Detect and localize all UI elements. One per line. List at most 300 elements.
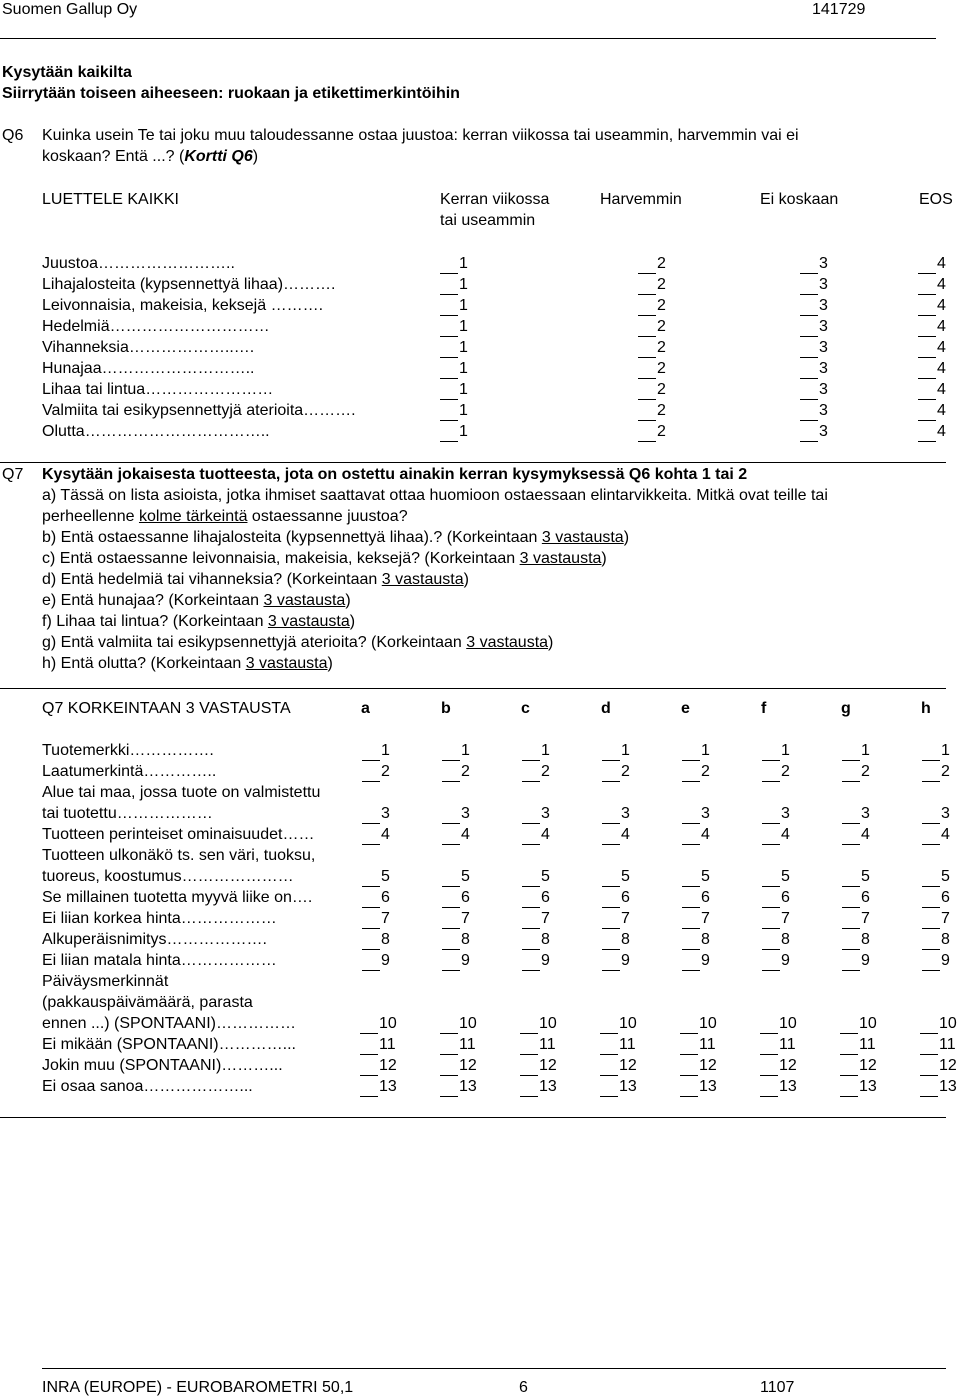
q7-column-header: h <box>921 700 931 717</box>
answer-blank <box>442 935 460 950</box>
q7-code-value: 10 <box>619 1015 637 1032</box>
q7-code-option[interactable] <box>682 825 710 845</box>
q7-code-value: 8 <box>941 931 950 948</box>
q7-code-option[interactable] <box>440 1077 477 1097</box>
q7-code-option[interactable] <box>362 867 390 887</box>
q7-code-value: 7 <box>541 910 550 927</box>
answer-blank <box>360 1040 378 1055</box>
q7-code-value: 4 <box>941 826 950 843</box>
q7-code-option[interactable] <box>682 888 710 908</box>
q6-code-option[interactable] <box>638 254 666 274</box>
q7-code-value: 4 <box>861 826 870 843</box>
q7-code-option[interactable] <box>680 1035 716 1055</box>
answer-blank <box>520 1040 538 1055</box>
q7-code-option[interactable] <box>602 804 630 824</box>
q7-code-option[interactable] <box>682 804 710 824</box>
q7-code-option[interactable] <box>920 1077 957 1097</box>
q7-code-option[interactable] <box>760 1014 797 1034</box>
q6-code-option[interactable] <box>638 422 666 442</box>
q7-code-option[interactable] <box>682 867 710 887</box>
q6-code-option[interactable] <box>918 422 946 442</box>
q6-code-value: 4 <box>937 255 946 272</box>
answer-blank <box>522 872 540 887</box>
q7-code-option[interactable] <box>682 930 710 950</box>
q6-question-line-2: koskaan? Entä ...? (Kortti Q6) <box>42 148 259 165</box>
answer-blank <box>918 364 936 379</box>
q6-code-option[interactable] <box>440 254 468 274</box>
q7-code-option[interactable] <box>442 867 470 887</box>
q7-code-option[interactable] <box>762 930 790 950</box>
q7-code-option[interactable] <box>762 741 790 761</box>
q7-code-value: 13 <box>859 1078 877 1095</box>
answer-blank <box>520 1019 538 1034</box>
q7-code-value: 6 <box>461 889 470 906</box>
q7-row-label: tuoreus, koostumus………………… <box>42 868 294 885</box>
q7-code-option[interactable] <box>362 909 390 929</box>
q6-code-option[interactable] <box>918 275 946 295</box>
answer-blank <box>600 1040 618 1055</box>
answer-blank <box>600 1082 618 1097</box>
q7-code-option[interactable] <box>842 867 870 887</box>
q7-code-option[interactable] <box>602 930 630 950</box>
q7-code-option[interactable] <box>680 1014 717 1034</box>
q7-code-option[interactable] <box>362 804 390 824</box>
q7-column-header: d <box>601 700 611 717</box>
q6-code-option[interactable] <box>918 254 946 274</box>
q7-code-option[interactable] <box>842 909 870 929</box>
q7-code-option[interactable] <box>920 1014 957 1034</box>
q6-code-option[interactable] <box>800 317 828 337</box>
q7-code-option[interactable] <box>362 825 390 845</box>
answer-blank <box>762 830 780 845</box>
q7-code-option[interactable] <box>920 1056 957 1076</box>
q7-code-option[interactable] <box>442 762 470 782</box>
q7-code-option[interactable] <box>762 804 790 824</box>
q7-code-option[interactable] <box>842 741 870 761</box>
q7-code-option[interactable] <box>600 1035 636 1055</box>
q7-code-option[interactable] <box>522 867 550 887</box>
q7-code-value: 4 <box>701 826 710 843</box>
q7-column-header: a <box>361 700 370 717</box>
q7-code-option[interactable] <box>682 762 710 782</box>
q7-code-value: 6 <box>941 889 950 906</box>
q7-code-option[interactable] <box>522 741 550 761</box>
q7-code-option[interactable] <box>762 867 790 887</box>
q6-code-option[interactable] <box>440 359 468 379</box>
answer-blank <box>922 914 940 929</box>
q6-code-option[interactable] <box>918 317 946 337</box>
answer-blank <box>760 1082 778 1097</box>
q7-row-label-prefix: Päiväysmerkinnät <box>42 973 169 990</box>
answer-blank <box>442 914 460 929</box>
q7-row-label: Alkuperäisnimitys………………. <box>42 931 267 948</box>
q6-code-option[interactable] <box>440 401 468 421</box>
q7-code-value: 9 <box>781 952 790 969</box>
q7-code-value: 3 <box>381 805 390 822</box>
q7-code-option[interactable] <box>440 1056 477 1076</box>
q7-code-value: 1 <box>461 742 470 759</box>
answer-blank <box>522 935 540 950</box>
q7-code-option[interactable] <box>922 741 950 761</box>
answer-blank <box>918 385 936 400</box>
answer-blank <box>638 280 656 295</box>
q7-code-option[interactable] <box>362 888 390 908</box>
q7-code-value: 11 <box>939 1036 956 1053</box>
q7-code-option[interactable] <box>442 951 470 971</box>
q7-code-option[interactable] <box>442 741 470 761</box>
q7-row-label: Tuotemerkki……………. <box>42 742 214 759</box>
q6-code-value: 2 <box>657 276 666 293</box>
answer-blank <box>762 767 780 782</box>
q7-code-option[interactable] <box>680 1077 717 1097</box>
q7-column-header: f <box>761 700 767 717</box>
q7-code-option[interactable] <box>762 951 790 971</box>
answer-blank <box>602 935 620 950</box>
answer-blank <box>918 406 936 421</box>
q7-code-value: 9 <box>541 952 550 969</box>
q6-code-value: 3 <box>819 255 828 272</box>
q7-code-value: 5 <box>461 868 470 885</box>
q7-code-option[interactable] <box>762 888 790 908</box>
q7-code-value: 3 <box>541 805 550 822</box>
q7-code-value: 2 <box>461 763 470 780</box>
answer-blank <box>440 385 458 400</box>
q6-code-value: 3 <box>819 360 828 377</box>
q6-code-option[interactable] <box>918 359 946 379</box>
footer-code: 1107 <box>760 1379 795 1396</box>
q7-code-option[interactable] <box>522 825 550 845</box>
q7-row-label: Ei liian matala hinta……………… <box>42 952 277 969</box>
answer-blank <box>682 746 700 761</box>
answer-blank <box>602 767 620 782</box>
q7-code-value: 2 <box>541 763 550 780</box>
q7-code-option[interactable] <box>600 1014 637 1034</box>
q7-code-option[interactable] <box>842 804 870 824</box>
q7-code-option[interactable] <box>602 825 630 845</box>
q7-row-label: Ei liian korkea hinta……………… <box>42 910 277 927</box>
answer-blank <box>842 956 860 971</box>
q7-code-option[interactable] <box>682 741 710 761</box>
q7-code-option[interactable] <box>442 930 470 950</box>
q7-code-option[interactable] <box>842 825 870 845</box>
q7-code-value: 10 <box>939 1015 957 1032</box>
q6-code-option[interactable] <box>638 401 666 421</box>
q7-code-option[interactable] <box>360 1056 397 1076</box>
q7-code-option[interactable] <box>520 1035 556 1055</box>
answer-blank <box>922 767 940 782</box>
q7-code-option[interactable] <box>840 1035 876 1055</box>
q7-code-option[interactable] <box>922 951 950 971</box>
answer-blank <box>800 364 818 379</box>
q7-code-option[interactable] <box>600 1056 637 1076</box>
q6-row-label: Vihanneksia………………..…. <box>42 339 255 356</box>
q6-row-label: Hedelmiä………………………… <box>42 318 270 335</box>
q7-code-option[interactable] <box>762 825 790 845</box>
answer-blank <box>602 893 620 908</box>
q7-code-value: 8 <box>861 931 870 948</box>
answer-blank <box>682 914 700 929</box>
q6-code-value: 1 <box>459 297 468 314</box>
answer-blank <box>440 1040 458 1055</box>
q7-code-option[interactable] <box>840 1014 877 1034</box>
q6-code-value: 3 <box>819 381 828 398</box>
answer-blank <box>602 872 620 887</box>
q7-code-option[interactable] <box>762 909 790 929</box>
q6-code-value: 2 <box>657 381 666 398</box>
q7-row-label: Laatumerkintä………….. <box>42 763 217 780</box>
q7-code-value: 5 <box>781 868 790 885</box>
q7-code-option[interactable] <box>602 741 630 761</box>
answer-blank <box>922 935 940 950</box>
answer-blank <box>362 935 380 950</box>
q7-code-option[interactable] <box>520 1056 557 1076</box>
q7-code-value: 12 <box>459 1057 477 1074</box>
q6-number: Q6 <box>2 127 24 144</box>
q7-code-value: 3 <box>701 805 710 822</box>
q6-code-option[interactable] <box>440 380 468 400</box>
intro-line-1: Kysytään kaikilta <box>2 64 132 81</box>
q6-code-option[interactable] <box>800 422 828 442</box>
q7-code-option[interactable] <box>922 930 950 950</box>
answer-blank <box>842 935 860 950</box>
q7-code-option[interactable] <box>602 951 630 971</box>
answer-blank <box>682 830 700 845</box>
q7-code-option[interactable] <box>442 909 470 929</box>
q7-code-option[interactable] <box>842 888 870 908</box>
answer-blank <box>800 259 818 274</box>
q6-code-option[interactable] <box>918 401 946 421</box>
q6-row-label: Leivonnaisia, makeisia, keksejä ………. <box>42 297 324 314</box>
q7-code-option[interactable] <box>842 930 870 950</box>
answer-blank <box>840 1040 858 1055</box>
answer-blank <box>800 301 818 316</box>
answer-blank <box>762 914 780 929</box>
answer-blank <box>362 809 380 824</box>
q7-code-value: 10 <box>859 1015 877 1032</box>
answer-blank <box>522 809 540 824</box>
answer-blank <box>442 809 460 824</box>
q7-code-option[interactable] <box>602 762 630 782</box>
q7-code-option[interactable] <box>760 1035 796 1055</box>
q7-code-value: 7 <box>701 910 710 927</box>
q7-code-value: 2 <box>381 763 390 780</box>
q7-code-option[interactable] <box>360 1035 396 1055</box>
answer-blank <box>762 809 780 824</box>
q7-code-value: 2 <box>781 763 790 780</box>
q7-code-value: 8 <box>701 931 710 948</box>
answer-blank <box>762 935 780 950</box>
q7-code-value: 13 <box>939 1078 957 1095</box>
q6-col-dont-know: EOS <box>919 191 953 208</box>
answer-blank <box>638 385 656 400</box>
q7-code-option[interactable] <box>442 804 470 824</box>
answer-blank <box>922 872 940 887</box>
q7-code-value: 1 <box>541 742 550 759</box>
q6-code-value: 4 <box>937 402 946 419</box>
q6-code-value: 1 <box>459 360 468 377</box>
q6-code-option[interactable] <box>638 317 666 337</box>
q6-code-option[interactable] <box>800 359 828 379</box>
q7-code-value: 10 <box>779 1015 797 1032</box>
q7-code-option[interactable] <box>442 888 470 908</box>
footer-page-number: 6 <box>519 1379 528 1396</box>
q7-code-value: 8 <box>621 931 630 948</box>
answer-blank <box>918 301 936 316</box>
q6-code-option[interactable] <box>800 296 828 316</box>
q6-code-option[interactable] <box>800 275 828 295</box>
q7-code-option[interactable] <box>920 1035 956 1055</box>
q6-code-option[interactable] <box>800 401 828 421</box>
q6-code-value: 2 <box>657 423 666 440</box>
q7-code-option[interactable] <box>840 1077 877 1097</box>
q6-code-value: 4 <box>937 276 946 293</box>
q6-code-value: 2 <box>657 255 666 272</box>
q7-code-option[interactable] <box>520 1014 557 1034</box>
q7-code-value: 3 <box>621 805 630 822</box>
q7-code-option[interactable] <box>522 951 550 971</box>
answer-blank <box>842 809 860 824</box>
q6-code-value: 1 <box>459 423 468 440</box>
q6-code-option[interactable] <box>440 296 468 316</box>
q7-code-option[interactable] <box>440 1014 477 1034</box>
q7-subquestion: h) Entä olutta? (Korkeintaan 3 vastausta) <box>42 655 333 672</box>
q6-code-value: 4 <box>937 318 946 335</box>
q7-code-option[interactable] <box>602 867 630 887</box>
q6-code-option[interactable] <box>918 296 946 316</box>
q6-code-option[interactable] <box>800 254 828 274</box>
q7-code-option[interactable] <box>922 888 950 908</box>
answer-blank <box>638 301 656 316</box>
q7-code-option[interactable] <box>842 951 870 971</box>
q7-code-option[interactable] <box>522 804 550 824</box>
q6-code-option[interactable] <box>918 338 946 358</box>
answer-blank <box>602 809 620 824</box>
q7-code-option[interactable] <box>522 930 550 950</box>
q7-code-value: 5 <box>381 868 390 885</box>
q7-code-option[interactable] <box>922 825 950 845</box>
q7-code-option[interactable] <box>600 1077 637 1097</box>
q7-code-option[interactable] <box>362 951 390 971</box>
answer-blank <box>922 809 940 824</box>
q6-code-option[interactable] <box>638 338 666 358</box>
q6-code-option[interactable] <box>638 275 666 295</box>
q7-row-label: ennen ...) (SPONTAANI)…………… <box>42 1015 296 1032</box>
answer-blank <box>682 893 700 908</box>
footer-rule <box>42 1368 946 1369</box>
q6-col-less-often: Harvemmin <box>600 191 682 208</box>
q7-code-option[interactable] <box>360 1014 397 1034</box>
q7-code-option[interactable] <box>922 804 950 824</box>
q7-row-label-prefix: (pakkauspäivämäärä, parasta <box>42 994 253 1011</box>
q7-code-value: 1 <box>781 742 790 759</box>
q7-code-option[interactable] <box>922 909 950 929</box>
answer-blank <box>520 1061 538 1076</box>
q7-code-value: 11 <box>539 1036 556 1053</box>
answer-blank <box>918 259 936 274</box>
q7-code-option[interactable] <box>602 888 630 908</box>
q6-code-option[interactable] <box>800 380 828 400</box>
q6-code-option[interactable] <box>638 380 666 400</box>
q7-code-option[interactable] <box>762 762 790 782</box>
answer-blank <box>840 1061 858 1076</box>
q6-code-value: 2 <box>657 318 666 335</box>
q6-code-option[interactable] <box>638 296 666 316</box>
answer-blank <box>362 830 380 845</box>
answer-blank <box>840 1082 858 1097</box>
q6-code-option[interactable] <box>440 338 468 358</box>
q7-code-option[interactable] <box>362 762 390 782</box>
q7-code-option[interactable] <box>680 1056 717 1076</box>
q6-list-all-label: LUETTELE KAIKKI <box>42 191 179 208</box>
q7-table-rule <box>0 1117 946 1118</box>
q7-row-label: Ei mikään (SPONTAANI)…………... <box>42 1036 296 1053</box>
answer-blank <box>362 956 380 971</box>
q6-row-label: Lihaa tai lintua…………………… <box>42 381 274 398</box>
q7-code-option[interactable] <box>522 762 550 782</box>
q7-code-option[interactable] <box>362 741 390 761</box>
q6-code-option[interactable] <box>440 422 468 442</box>
q6-code-value: 3 <box>819 423 828 440</box>
q7-code-option[interactable] <box>362 930 390 950</box>
q7-code-value: 5 <box>701 868 710 885</box>
answer-blank <box>522 746 540 761</box>
answer-blank <box>638 322 656 337</box>
q6-code-option[interactable] <box>638 359 666 379</box>
q6-code-option[interactable] <box>440 317 468 337</box>
q7-code-value: 7 <box>941 910 950 927</box>
answer-blank <box>840 1019 858 1034</box>
q7-code-option[interactable] <box>760 1077 797 1097</box>
q7-code-option[interactable] <box>520 1077 557 1097</box>
q7-code-option[interactable] <box>840 1056 877 1076</box>
q7-code-option[interactable] <box>922 762 950 782</box>
q6-code-value: 4 <box>937 381 946 398</box>
q7-code-value: 8 <box>541 931 550 948</box>
answer-blank <box>440 1019 458 1034</box>
answer-blank <box>440 364 458 379</box>
answer-blank <box>682 872 700 887</box>
answer-blank <box>842 767 860 782</box>
q7-code-option[interactable] <box>522 888 550 908</box>
q6-code-option[interactable] <box>800 338 828 358</box>
q7-code-option[interactable] <box>922 867 950 887</box>
q7-code-value: 12 <box>779 1057 797 1074</box>
answer-blank <box>442 893 460 908</box>
q7-code-option[interactable] <box>522 909 550 929</box>
q6-row-label: Lihajalosteita (kypsennettyä lihaa)………. <box>42 276 336 293</box>
q7-code-value: 2 <box>941 763 950 780</box>
q7-code-option[interactable] <box>842 762 870 782</box>
q7-code-option[interactable] <box>682 909 710 929</box>
q7-code-option[interactable] <box>602 909 630 929</box>
q7-code-value: 6 <box>781 889 790 906</box>
q7-code-option[interactable] <box>760 1056 797 1076</box>
q7-code-option[interactable] <box>440 1035 476 1055</box>
answer-blank <box>682 767 700 782</box>
q7-code-value: 4 <box>541 826 550 843</box>
q7-code-option[interactable] <box>442 825 470 845</box>
q6-code-option[interactable] <box>440 275 468 295</box>
q7-code-value: 5 <box>941 868 950 885</box>
q6-code-option[interactable] <box>918 380 946 400</box>
q7-code-option[interactable] <box>360 1077 397 1097</box>
q7-code-value: 6 <box>621 889 630 906</box>
q7-code-option[interactable] <box>682 951 710 971</box>
answer-blank <box>760 1040 778 1055</box>
q7-code-value: 9 <box>461 952 470 969</box>
answer-blank <box>842 746 860 761</box>
answer-blank <box>362 746 380 761</box>
